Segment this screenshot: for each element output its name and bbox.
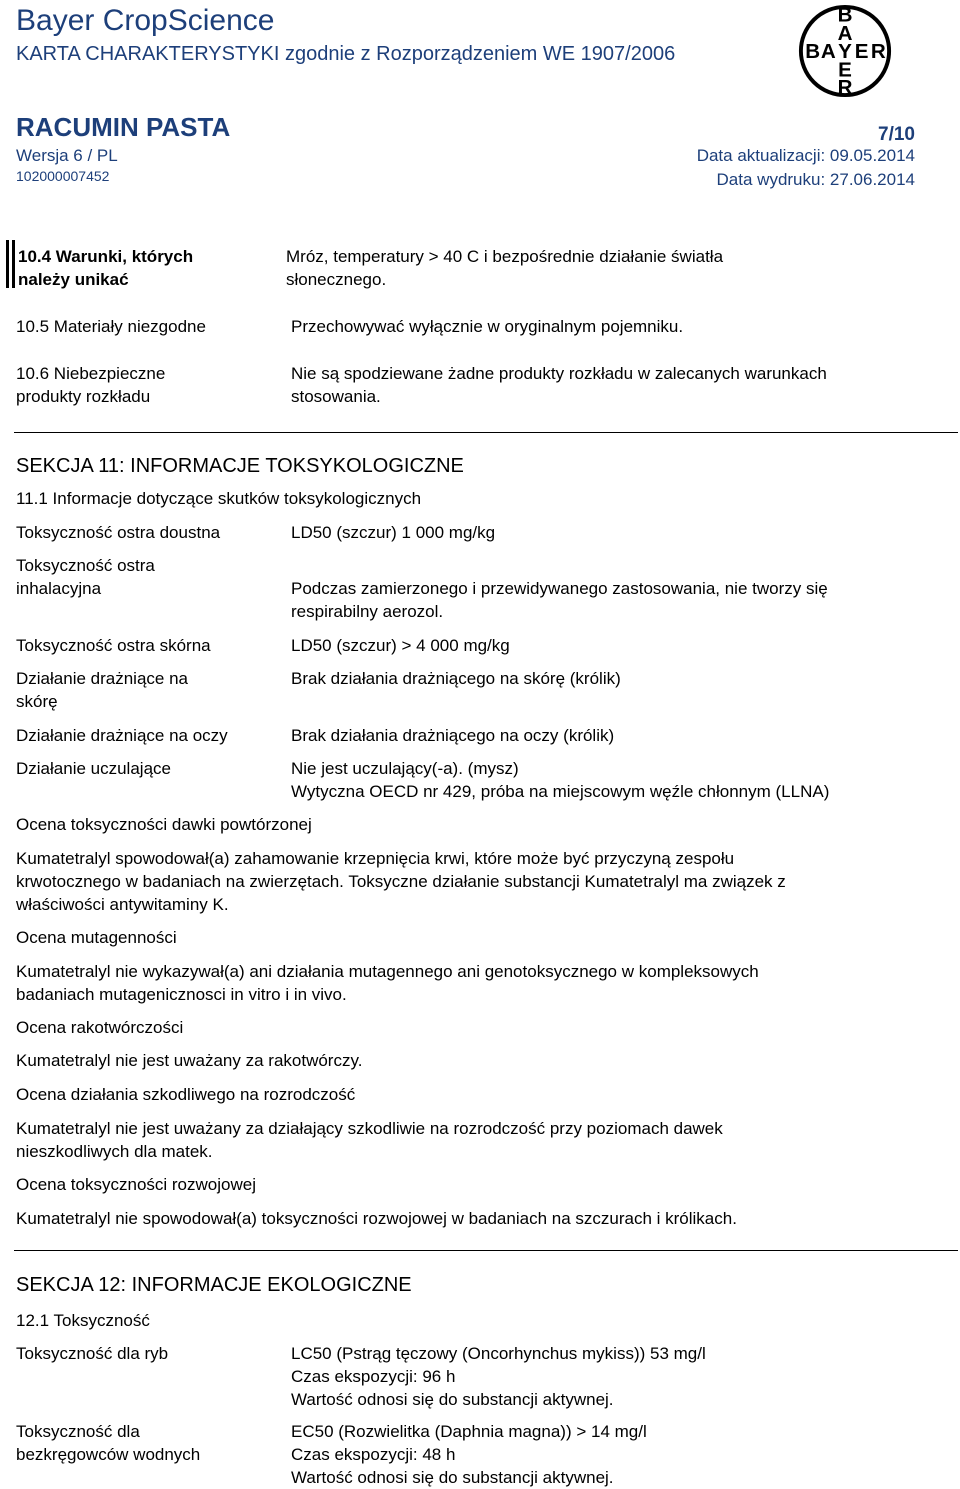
label-sensitization: Działanie uczulające bbox=[16, 759, 171, 778]
version: Wersja 6 / PL bbox=[16, 146, 118, 165]
label-invertebrate-toxicity-cont: bezkręgowców wodnych bbox=[16, 1445, 201, 1464]
section-11-title: SEKCJA 11: INFORMACJE TOKSYKOLOGICZNE bbox=[16, 455, 464, 477]
document-title: KARTA CHARAKTERYSTYKI zgodnie z Rozporządzeniem WE 1907/2006 bbox=[16, 43, 676, 65]
svg-text:R: R bbox=[837, 76, 853, 100]
label-10-5: 10.5 Materiały niezgodne bbox=[16, 317, 206, 336]
revision-bar bbox=[6, 240, 9, 288]
product-code: 102000007452 bbox=[16, 168, 110, 184]
text-reproductive-2: nieszkodliwych dla matek. bbox=[16, 1142, 213, 1161]
product-name: RACUMIN PASTA bbox=[16, 112, 231, 142]
page-number: 7/10 bbox=[878, 124, 915, 145]
label-eye-irritation: Działanie drażniące na oczy bbox=[16, 726, 228, 745]
value-fish-toxicity-2: Czas ekspozycji: 96 h bbox=[291, 1367, 456, 1386]
text-developmental: Kumatetralyl nie spowodował(a) toksyczności rozwojowej w badaniach na szczurach i królikach. bbox=[16, 1209, 737, 1228]
label-inhalation-cont: inhalacyjna bbox=[16, 579, 102, 598]
value-fish-toxicity-1: LC50 (Pstrąg tęczowy (Oncorhynchus mykiss)) 53 mg/l bbox=[291, 1344, 706, 1363]
bayer-cross-logo bbox=[796, 2, 894, 100]
svg-text:E: E bbox=[838, 58, 852, 82]
heading-reproductive: Ocena działania szkodliwego na rozrodczość bbox=[16, 1085, 356, 1104]
value-10-5: Przechowywać wyłącznie w oryginalnym pojemniku. bbox=[291, 317, 684, 336]
text-reproductive-1: Kumatetralyl nie jest uważany za działający szkodliwie na rozrodczość przy poziomach dawek bbox=[16, 1119, 723, 1138]
text-repeated-dose-3: właściwości antywitaminy K. bbox=[16, 895, 229, 914]
value-fish-toxicity-3: Wartość odnosi się do substancji aktywnej. bbox=[291, 1390, 614, 1409]
text-carcinogenicity: Kumatetralyl nie jest uważany za rakotwórczy. bbox=[16, 1051, 363, 1070]
value-oral: LD50 (szczur) 1 000 mg/kg bbox=[291, 523, 496, 542]
label-10-4-cont: należy unikać bbox=[18, 270, 129, 289]
label-10-6-cont: produkty rozkładu bbox=[16, 387, 151, 406]
label-fish-toxicity: Toksyczność dla ryb bbox=[16, 1344, 169, 1363]
print-date: Data wydruku: 27.06.2014 bbox=[716, 170, 915, 189]
svg-text:A: A bbox=[837, 22, 853, 46]
company-name: Bayer CropScience bbox=[16, 4, 275, 37]
label-inhalation: Toksyczność ostra bbox=[16, 556, 155, 575]
value-invertebrate-toxicity-2: Czas ekspozycji: 48 h bbox=[291, 1445, 456, 1464]
value-invertebrate-toxicity-3: Wartość odnosi się do substancji aktywnej. bbox=[291, 1468, 614, 1487]
label-invertebrate-toxicity: Toksyczność dla bbox=[16, 1422, 140, 1441]
text-repeated-dose-2: krwotocznego w badaniach na zwierzętach. Toksyczne działanie substancji Kumatetralyl ma związek z bbox=[16, 872, 786, 891]
heading-carcinogenicity: Ocena rakotwórczości bbox=[16, 1018, 184, 1037]
text-mutagenicity-1: Kumatetralyl nie wykazywał(a) ani działania mutagennego ani genotoksycznego w kompleksowych bbox=[16, 962, 759, 981]
value-sensitization: Nie jest uczulający(-a). (mysz) bbox=[291, 759, 519, 778]
value-10-6-cont: stosowania. bbox=[291, 387, 381, 406]
svg-text:A: A bbox=[820, 39, 836, 63]
subsection-11-1: 11.1 Informacje dotyczące skutków toksykologicznych bbox=[16, 489, 422, 508]
value-eye-irritation: Brak działania drażniącego na oczy (królik) bbox=[291, 726, 615, 745]
svg-text:E: E bbox=[854, 39, 869, 63]
value-10-4: Mróz, temperatury > 40 C i bezpośrednie działanie światła bbox=[286, 247, 724, 266]
value-invertebrate-toxicity-1: EC50 (Rozwielitka (Daphnia magna)) > 14 mg/l bbox=[291, 1422, 647, 1441]
value-10-6: Nie są spodziewane żadne produkty rozkładu w zalecanych warunkach bbox=[291, 364, 827, 383]
value-inhalation: Podczas zamierzonego i przewidywanego zastosowania, nie tworzy się bbox=[291, 579, 828, 598]
value-10-4-cont: słonecznego. bbox=[286, 270, 387, 289]
label-dermal: Toksyczność ostra skórna bbox=[16, 636, 211, 655]
svg-text:Y: Y bbox=[838, 39, 852, 63]
label-10-6: 10.6 Niebezpieczne bbox=[16, 364, 166, 383]
label-oral: Toksyczność ostra doustna bbox=[16, 523, 221, 542]
section-divider bbox=[14, 432, 958, 433]
svg-text:R: R bbox=[870, 39, 886, 63]
value-inhalation-cont: respirabilny aerozol. bbox=[291, 602, 444, 621]
section-divider bbox=[14, 1250, 958, 1251]
subsection-12-1: 12.1 Toksyczność bbox=[16, 1311, 150, 1330]
section-12-title: SEKCJA 12: INFORMACJE EKOLOGICZNE bbox=[16, 1274, 412, 1296]
heading-mutagenicity: Ocena mutagenności bbox=[16, 928, 177, 947]
revision-bar bbox=[12, 240, 15, 288]
label-skin-irritation-cont: skórę bbox=[16, 692, 58, 711]
text-mutagenicity-2: badaniach mutagenicznosci in vitro i in vivo. bbox=[16, 985, 347, 1004]
svg-text:B: B bbox=[837, 3, 853, 27]
text-repeated-dose-1: Kumatetralyl spowodował(a) zahamowanie krzepnięcia krwi, które może być przyczyną zespołu bbox=[16, 849, 735, 868]
value-dermal: LD50 (szczur) > 4 000 mg/kg bbox=[291, 636, 510, 655]
update-date: Data aktualizacji: 09.05.2014 bbox=[696, 146, 915, 165]
value-skin-irritation: Brak działania drażniącego na skórę (królik) bbox=[291, 669, 621, 688]
heading-repeated-dose: Ocena toksyczności dawki powtórzonej bbox=[16, 815, 312, 834]
label-10-4: 10.4 Warunki, których bbox=[18, 247, 194, 266]
value-sensitization-cont: Wytyczna OECD nr 429, próba na miejscowym węźle chłonnym (LLNA) bbox=[291, 782, 830, 801]
heading-developmental: Ocena toksyczności rozwojowej bbox=[16, 1175, 256, 1194]
svg-text:B: B bbox=[805, 39, 821, 63]
label-skin-irritation: Działanie drażniące na bbox=[16, 669, 188, 688]
